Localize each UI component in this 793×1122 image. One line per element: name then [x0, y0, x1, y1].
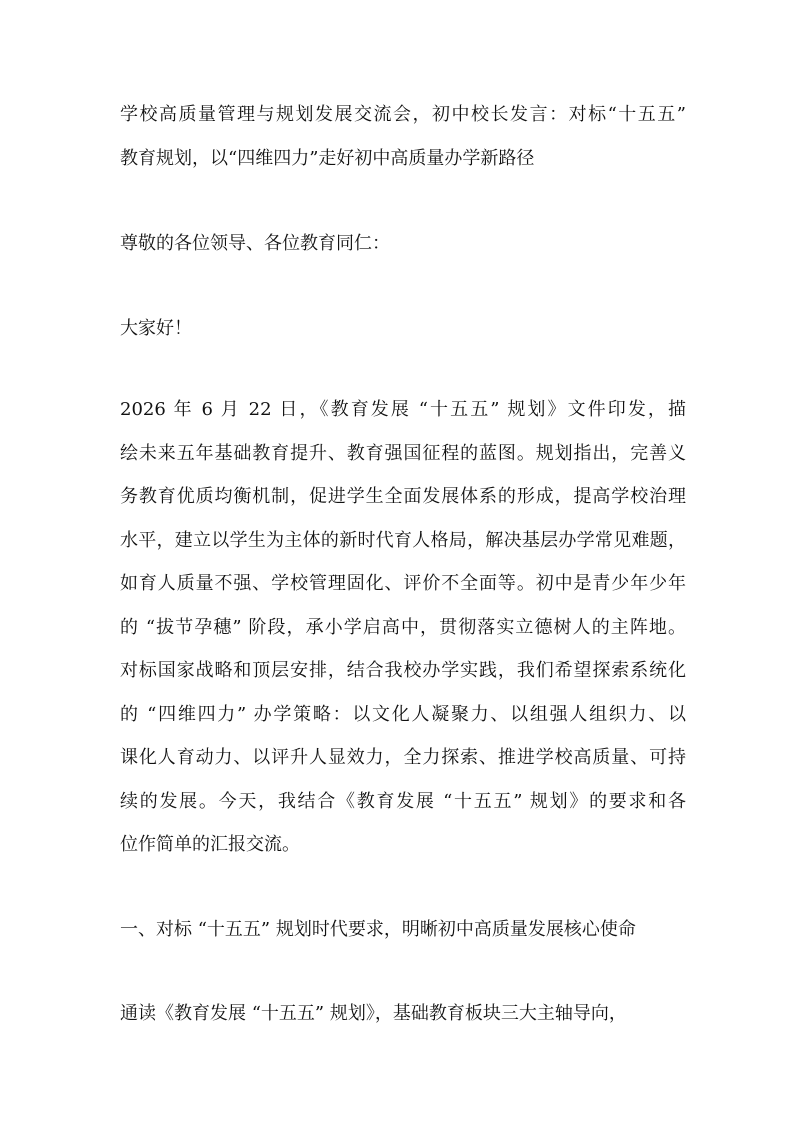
paragraph-1-line-11: 位作简单的汇报交流。: [120, 834, 300, 855]
paragraph-1-line-6: 的 “拔节孕穗” 阶段，承小学启高中，贯彻落实立德树人的主阵地。: [120, 617, 686, 638]
paragraph-1-line-2: 绘未来五年基础教育提升、教育强国征程的蓝图。规划指出，完善义: [120, 443, 686, 464]
paragraph-1-line-5: 如育人质量不强、学校管理固化、评价不全面等。初中是青少年少年: [120, 573, 686, 594]
paragraph-1-line-10: 续的发展。今天，我结合《教育发展 “十五五” 规划》的要求和各: [120, 791, 686, 812]
document-title-line-2: 教育规划，以“四维四力”走好初中高质量办学新路径: [120, 148, 535, 169]
section-1-heading: 一、对标 “十五五” 规划时代要求，明晰初中高质量发展核心使命: [120, 919, 636, 940]
paragraph-1-line-4: 水平，建立以学生为主体的新时代育人格局，解决基层办学常见难题，: [120, 530, 686, 551]
paragraph-2-line-1: 通读《教育发展 “十五五” 规划》，基础教育板块三大主轴导向，: [120, 1003, 627, 1024]
paragraph-1-line-1: 2026 年 6 月 22 日，《教育发展 “十五五” 规划》文件印发，描: [120, 399, 686, 420]
paragraph-1-line-7: 对标国家战略和顶层安排，结合我校办学实践，我们希望探索系统化: [120, 660, 686, 681]
greeting: 大家好！: [120, 318, 192, 339]
document-title-line-1: 学校高质量管理与规划发展交流会，初中校长发言：对标“十五五”: [120, 104, 686, 125]
salutation: 尊敬的各位领导、各位教育同仁：: [120, 233, 390, 254]
paragraph-1-line-3: 务教育优质均衡机制，促进学生全面发展体系的形成，提高学校治理: [120, 486, 686, 507]
paragraph-1-line-9: 课化人育动力、以评升人显效力，全力探索、推进学校高质量、可持: [120, 747, 686, 768]
paragraph-1-line-8: 的 “四维四力” 办学策略：以文化人凝聚力、以组强人组织力、以: [120, 704, 686, 725]
